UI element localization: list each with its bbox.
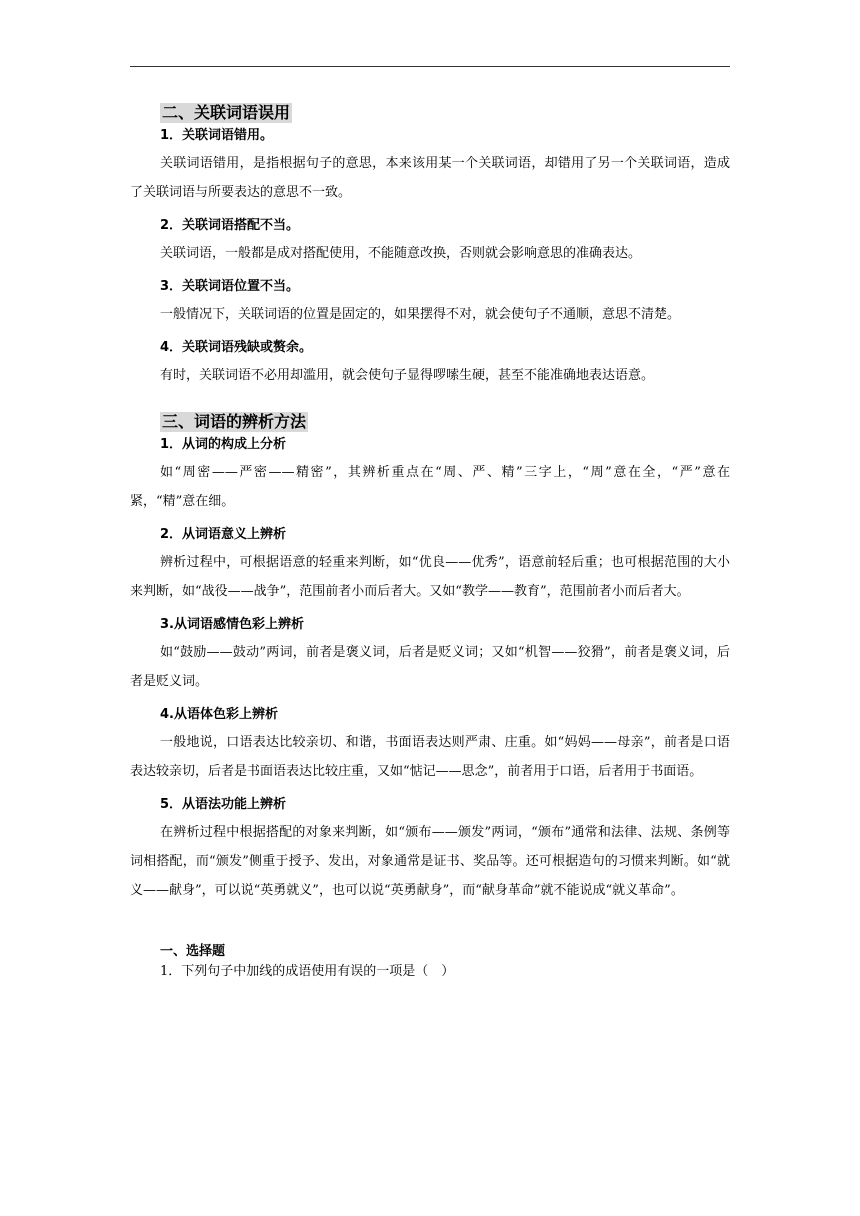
paragraph: 关联词语，一般都是成对搭配使用，不能随意改换，否则就会影响意思的准确表达。 [160,246,642,261]
paragraph: 一般地说，口语表达比较亲切、和谐，书面语表达则严肃、庄重。如“妈妈——母亲”，前者是口语表达较亲切，后者是书面语表达比较庄重，又如“惦记——思念”，前者用于口语，后者用于书面语。 [130,735,730,779]
section-related-words [130,103,730,390]
document-body [130,103,730,981]
paragraph: 一般情况下，关联词语的位置是固定的，如果摆得不对，就会使句子不通顺，意思不清楚。 [160,307,681,322]
section-title: 二、关联词语误用 [162,103,291,122]
paragraph: 在辨析过程中根据搭配的对象来判断，如“颁布——颁发”两词，“颁布”通常和法律、法规、条例等词相搭配，而“颁发”侧重于授予、发出，对象通常是证书、奖品等。还可根据造句的习惯来判断。如“就义——献身”，可以说“英勇就义”，也可以说“英勇献身”，而“献身革命”就不能说成“就义革命”。 [130,825,730,898]
subheading: 2．从词语意义上辨析 [160,527,287,542]
subheading: 1．从词的构成上分析 [160,437,287,452]
subheading: 4．关联词语残缺或赘余。 [160,340,313,355]
paragraph: 如“周密——严密——精密”，其辨析重点在“周、严、精”三字上，“周”意在全，“严”意在紧，“精”意在细。 [130,465,730,509]
exercise-heading: 一、选择题 [160,944,226,959]
header-rule [130,66,730,67]
question-text: 1．下列句子中加线的成语使用有误的一项是（ ） [160,964,455,979]
subheading: 5．从语法功能上辨析 [160,797,287,812]
subheading: 3.从词语感情色彩上辨析 [160,617,304,632]
subheading: 2．关联词语搭配不当。 [160,218,300,233]
paragraph: 辨析过程中，可根据语意的轻重来判断，如“优良——优秀”，语意前轻后重；也可根据范围的大小来判断，如“战役——战争”，范围前者小而后者大。又如“教学——教育”，范围前者小而后者大。 [130,555,730,599]
paragraph: 有时，关联词语不必用却滥用，就会使句子显得啰嗦生硬，甚至不能准确地表达语意。 [160,368,655,383]
section-title: 三、词语的辨析方法 [162,412,307,431]
paragraph: 如“鼓励——鼓动”两词，前者是褒义词，后者是贬义词；又如“机智——狡猾”，前者是褒义词，后者是贬义词。 [130,645,730,689]
subheading: 3．关联词语位置不当。 [160,279,300,294]
section-word-analysis [130,412,730,905]
subheading: 4.从语体色彩上辨析 [160,707,278,722]
paragraph: 关联词语错用，是指根据句子的意思，本来该用某一个关联词语，却错用了另一个关联词语，造成了关联词语与所要表达的意思不一致。 [130,156,730,200]
subheading: 1．关联词语错用。 [160,128,274,143]
